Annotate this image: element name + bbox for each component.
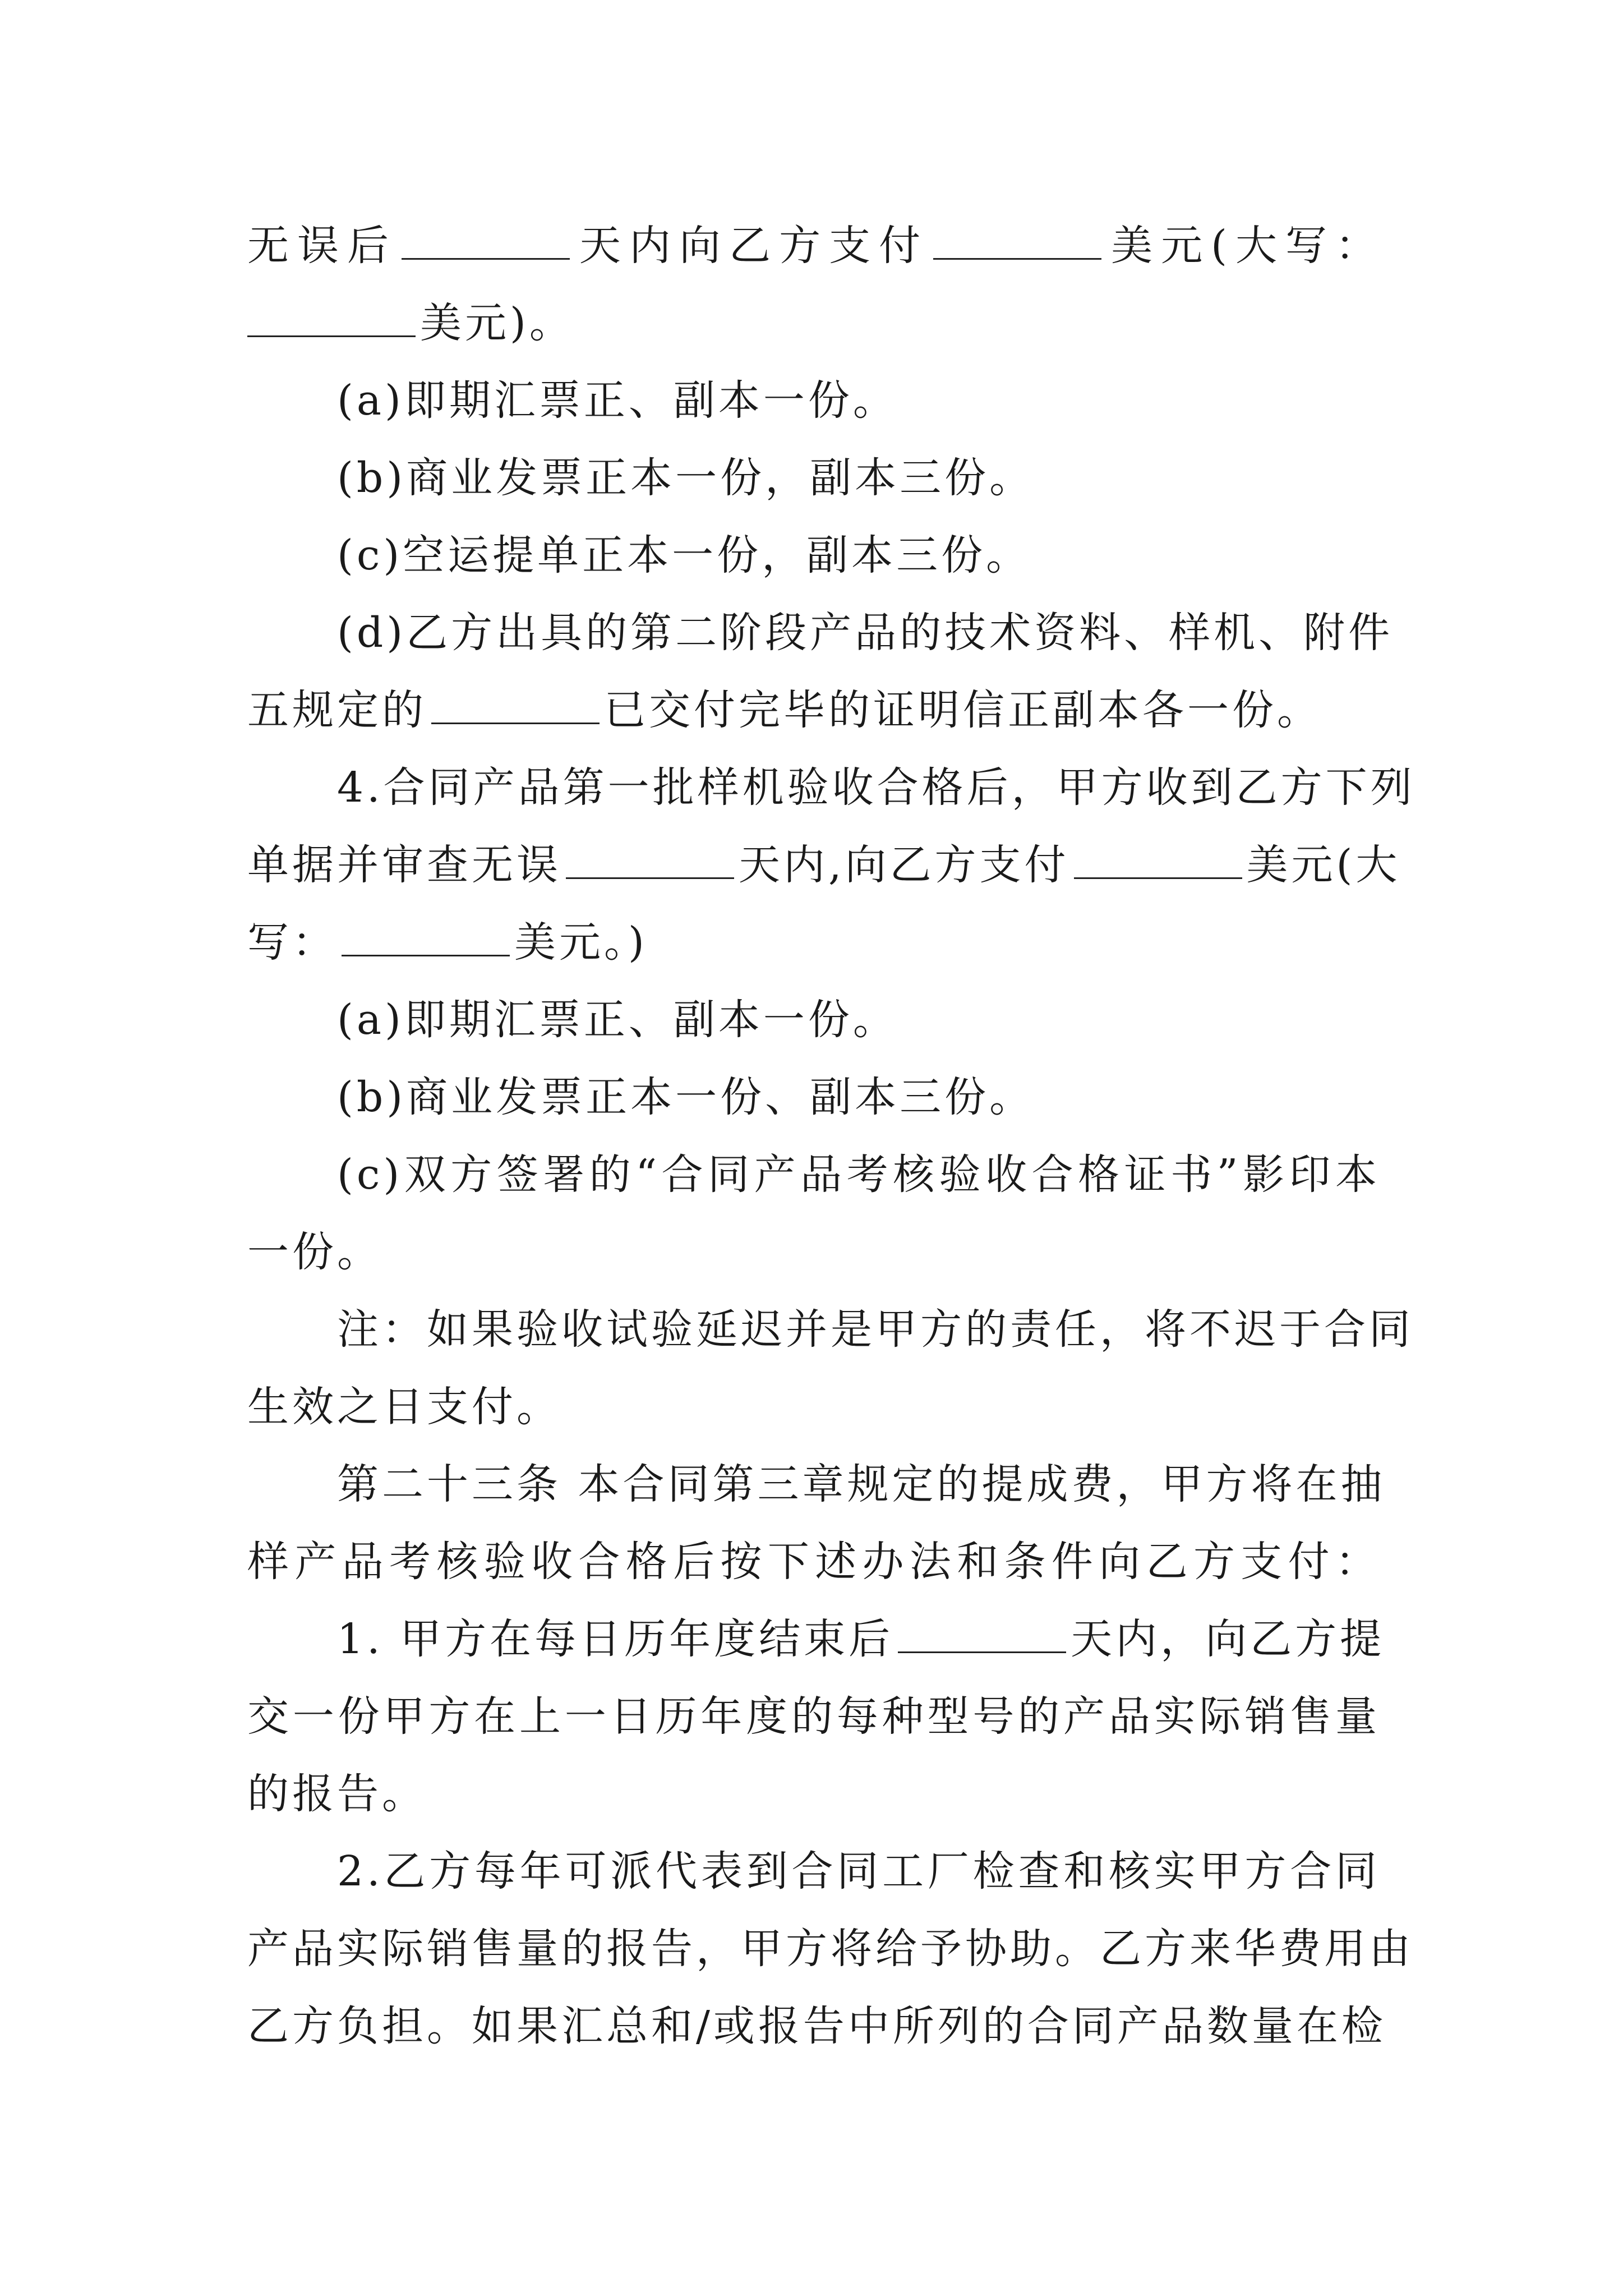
text-segment: 2.乙方每年可派代表到合同工厂检查和核实甲方合同 <box>337 1847 1380 1895</box>
text-segment: 样产品考核验收合格后按下述办法和条件向乙方支付： <box>247 1538 1380 1586</box>
fill-in-blank <box>933 224 1101 260</box>
text-segment: (b)商业发票正本一份，副本三份。 <box>337 454 1035 502</box>
text-line-9 <box>247 826 1401 904</box>
text-segment: 4.合同产品第一批样机验收合格后，甲方收到乙方下列 <box>337 763 1415 812</box>
text-segment: 五规定的 <box>247 686 427 734</box>
text-segment: (b)商业发票正本一份、副本三份。 <box>337 1073 1035 1121</box>
text-line-19 <box>337 1600 1385 1678</box>
text-segment: 单据并审查无误 <box>247 841 561 889</box>
text-line-17 <box>337 1445 1386 1524</box>
fill-in-blank <box>898 1618 1066 1653</box>
fill-in-blank <box>1074 844 1242 879</box>
text-segment: (a)即期汇票正、副本一份。 <box>337 996 898 1044</box>
text-segment: 写： <box>247 918 337 967</box>
text-segment: 美元(大写： <box>1106 222 1381 270</box>
text-segment: 产品实际销售量的报告，甲方将给予协助。乙方来华费用由 <box>247 1925 1414 1973</box>
fill-in-blank <box>342 921 510 956</box>
text-line-8 <box>337 748 1415 827</box>
text-line-16 <box>247 1368 1380 1446</box>
text-line-22 <box>337 1832 1380 1911</box>
text-segment: (c)空运提单正本一份，副本三份。 <box>337 531 1031 579</box>
text-line-14 <box>247 1213 1380 1291</box>
text-line-6 <box>337 593 1394 672</box>
text-segment: 美元(大 <box>1246 841 1401 889</box>
text-line-21 <box>247 1755 1380 1833</box>
text-segment: 天内向乙方支付 <box>574 222 929 270</box>
text-segment: 天内，向乙方提 <box>1071 1615 1385 1663</box>
text-segment: 美元)。 <box>420 299 574 347</box>
text-line-18 <box>247 1522 1380 1601</box>
fill-in-blank <box>431 689 600 724</box>
text-line-2 <box>247 284 1380 362</box>
text-segment: 1. 甲方在每日历年度结束后 <box>337 1615 894 1663</box>
text-segment: 的报告。 <box>247 1770 427 1818</box>
fill-in-blank <box>566 844 734 879</box>
fill-in-blank <box>247 302 416 337</box>
text-line-12 <box>337 1058 1380 1137</box>
text-line-10 <box>247 903 1380 982</box>
text-line-20 <box>247 1677 1380 1756</box>
text-line-5 <box>337 516 1380 595</box>
text-line-24 <box>247 1987 1386 2065</box>
text-segment: 一份。 <box>247 1228 382 1276</box>
text-line-1 <box>247 206 1380 285</box>
text-segment: 注：如果验收试验延迟并是甲方的责任，将不迟于合同 <box>337 1305 1414 1354</box>
text-segment: 无误后 <box>247 222 398 270</box>
text-line-13 <box>337 1135 1380 1214</box>
text-segment: (d)乙方出具的第二阶段产品的技术资料、样机、附件 <box>337 609 1394 657</box>
text-segment: 已交付完毕的证明信正副本各一份。 <box>604 686 1322 734</box>
text-line-7 <box>247 671 1380 749</box>
text-line-4 <box>337 439 1380 517</box>
fill-in-blank <box>402 224 570 260</box>
text-line-11 <box>337 981 1380 1059</box>
text-segment: (a)即期汇票正、副本一份。 <box>337 376 898 425</box>
text-line-3 <box>337 361 1380 440</box>
text-segment: 美元。) <box>514 918 648 967</box>
text-segment: 天内,向乙方支付 <box>739 841 1069 889</box>
text-segment: 生效之日支付。 <box>247 1383 561 1431</box>
text-line-15 <box>337 1290 1414 1369</box>
text-line-23 <box>247 1910 1414 1988</box>
text-segment: 交一份甲方在上一日历年度的每种型号的产品实际销售量 <box>247 1692 1380 1741</box>
text-segment: 第二十三条 本合同第三章规定的提成费，甲方将在抽 <box>337 1460 1386 1508</box>
text-segment: 乙方负担。如果汇总和/或报告中所列的合同产品数量在检 <box>247 2002 1386 2050</box>
text-segment: (c)双方签署的“合同产品考核验收合格证书”影印本 <box>337 1151 1380 1199</box>
